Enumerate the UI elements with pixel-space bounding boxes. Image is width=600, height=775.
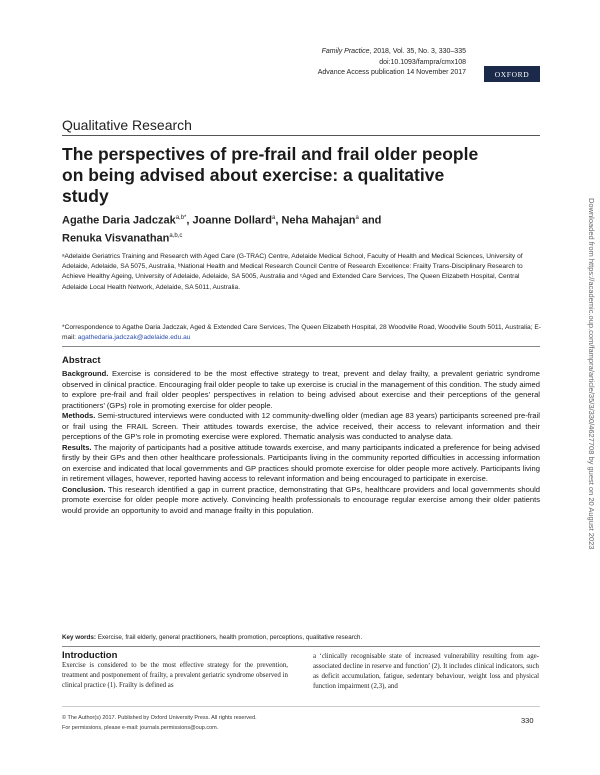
divider	[62, 646, 540, 647]
permissions: For permissions, please e-mail: journals.permissions@oup.com.	[62, 725, 219, 731]
article-title: The perspectives of pre-frail and frail older people on being advised about exercise: a qualitative study	[62, 144, 479, 206]
intro-column-right: a ‘clinically recognisable state of increased vulnerability resulting from age-associated decline in reserve and function’ (2). It includes clinical indicators, such as deficit accumulation, fatigue, sedentary behaviour, weight loss and physical function impairment (2,3), and	[313, 653, 539, 690]
keywords: Key words: Exercise, frail elderly, general practitioners, health promotion, perceptions, qualitative research.	[62, 634, 363, 641]
author-affiliation-mark: a	[355, 215, 359, 221]
author-name: Agathe Daria Jadczak	[62, 214, 176, 227]
author-name: Joanne Dollard	[192, 214, 272, 227]
divider	[62, 135, 540, 136]
advance-access: Advance Access publication 14 November 2017	[317, 69, 466, 76]
page-number: 330	[521, 716, 534, 725]
abstract-results: Results. The majority of participants had a positive attitude towards exercise, and many participants indicated a preference for being advised firstly by their GPs and then other healthcare professionals. Participants living in the community reported difficulties in accessing information on exercise and indicated that local governments and GP practices should promote exercise for older people more actively. Participants living in retirement villages, however, reported having access to relevant information and being encouraged to participate in exercise.	[62, 442, 540, 483]
journal-info	[318, 47, 466, 79]
intro-column-left: Exercise is considered to be the most effective strategy for the prevention, treatment and postponement of frailty, a prevalent geriatric syndrome observed in clinical practice (1). Frailty is defined as	[62, 662, 288, 689]
oxford-logo: OXFORD	[484, 66, 540, 82]
journal-name: Family Practice	[321, 48, 370, 55]
section-label: Qualitative Research	[62, 117, 192, 133]
abstract-body	[62, 369, 540, 516]
divider	[62, 346, 540, 347]
abstract-heading: Abstract	[62, 355, 101, 366]
journal-volume: , 2018, Vol. 35, No. 3, 330–335	[369, 48, 466, 55]
affiliations: ᵃAdelaide Geriatrics Training and Research with Aged Care (G-TRAC) Centre, Adelaide Medical School, Faculty of Health and Medical Sciences, University of Adelaide, Adelaide, SA 5075, Australia, ᵇNational Health and Medical Research Council Centre of Research Excellence: Frailty Trans-Disciplinary Research to Achieve Healthy Ageing, University of Adelaide, Adelaide, SA 5005, Australia and ᶜAged and Extended Care Services, The Queen Elizabeth Hospital, Central Adelaide Local Health Network, Adelaide, SA 5011, Australia.	[62, 253, 523, 291]
abstract-methods: Methods. Semi-structured interviews were conducted with 12 community-dwelling older (median age 83 years) participants screened pre-frail or frail using the FRAIL Screen. Their attitudes towards exercise, the advice received, their access to relevant information and their perceptions of the GP’s role in promoting exercise were explored. Thematic analysis was conducted to analyse data.	[62, 411, 540, 441]
author-affiliation-mark: a,b*	[175, 215, 187, 221]
author-name: Neha Mahajan	[281, 214, 356, 227]
copyright: © The Author(s) 2017. Published by Oxford University Press. All rights reserved.	[62, 715, 257, 721]
author-affiliation-mark: a,b,c	[169, 232, 183, 239]
author-affiliation-mark: a	[272, 215, 276, 221]
email-link[interactable]: agathedaria.jadczak@adelaide.edu.au	[77, 334, 191, 342]
abstract-conclusion: Conclusion. This research identified a gap in current practice, demonstrating that GPs, healthcare providers and local governments should promote exercise for older people more actively. Convincing health professionals to encourage regular exercise among their older patients would provide an opportunity to avoid and manage frailty in this population.	[62, 484, 540, 515]
introduction-heading: Introduction	[62, 650, 118, 661]
author-list: Agathe Daria Jadczak$^{a,b*}$, Joanne Dollard$^a$, Neha Mahajan$^a$ and Renuka Visvanathan$^{a,b,c}$	[62, 214, 382, 245]
author-name: Renuka Visvanathan	[62, 232, 170, 245]
divider	[62, 706, 540, 707]
footnote	[62, 713, 462, 733]
doi: doi:10.1093/fampra/cmx108	[379, 58, 466, 66]
correspondence: *Correspondence to Agathe Daria Jadczak, Aged & Extended Care Services, The Queen Elizabeth Hospital, 28 Woodville Road, Woodville South 5011, Australia; E-mail: agathedaria.jadczak@adelaide.edu.au	[62, 324, 541, 342]
abstract-background: Background. Exercise is considered to be the most effective strategy to treat, prevent and delay frailty, a prevalent geriatric syndrome observed in clinical practice. Encouraging frail older people to take up exercise is crucial in the management of this condition. The study aimed to explore pre-frail and frail older peoples’ perspectives in relation to being advised about exercise and their perceptions of the general practitioners’ (GPs) role in promoting exercise for older people.	[62, 369, 540, 410]
download-watermark: Downloaded from https://academic.oup.com/fampra/article/35/3/330/4627708 by guest on 20 August 2023	[587, 198, 596, 550]
